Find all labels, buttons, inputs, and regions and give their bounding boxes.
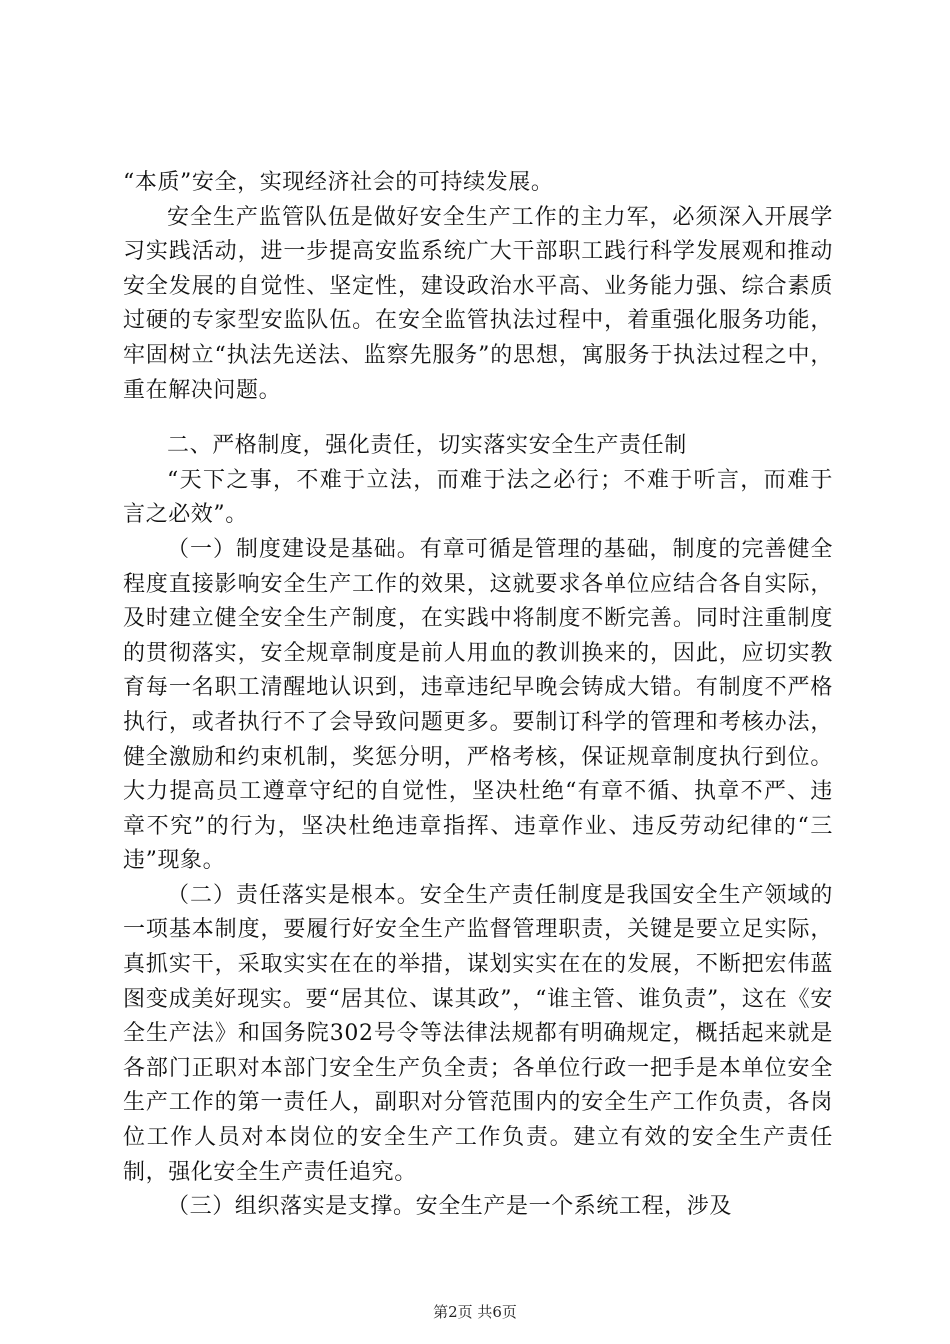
paragraph-system-building: （一）制度建设是基础。有章可循是管理的基础，制度的完善健全程度直接影响安全生产工作的效果，这就要求各单位应结合各自实际，及时建立健全安全生产制度，在实践中将制度不断完善。同时注重制度的贯彻落实，安全规章制度是前人用血的教训换来的，因此，应切实教育每一名职工清醒地认识到，违章违纪早晚会铸成大错。有制度不严格执行，或者执行不了会导致问题更多。要制订科学的管理和考核办法，健全激励和约束机制，奖惩分明，严格考核，保证规章制度执行到位。大力提高员工遵章守纪的自觉性，坚决杜绝“有章不循、执章不严、违章不究”的行为，坚决杜绝违章指挥、违章作业、违反劳动纪律的“三违”现象。	[123, 536, 833, 874]
paragraph-organization: （三）组织落实是支撑。安全生产是一个系统工程，涉及	[167, 1194, 733, 1220]
paragraph-1: “本质”安全，实现经济社会的可持续发展。	[123, 170, 554, 195]
paragraph-2: 安全生产监管队伍是做好安全生产工作的主力军，必须深入开展学习实践活动，进一步提高安监系统广大干部职工践行科学发展观和推动安全发展的自觉性、坚定性，建设政治水平高、业务能力强、综合素质过硬的专家型安监队伍。在安全监管执法过程中，着重强化服务功能，牢固树立“执法先送法、监察先服务”的思想，寓服务于执法过程之中，重在解决问题。	[123, 204, 833, 403]
paragraph-responsibility: （二）责任落实是根本。安全生产责任制度是我国安全生产领域的一项基本制度，要履行好安全生产监督管理职责，关键是要立足实际，真抓实干，采取实实在在的举措，谋划实实在在的发展，不断把宏伟蓝图变成美好现实。要“居其位、谋其政”，“谁主管、谁负责”，这在《安全生产法》和国务院302号令等法律法规都有明确规定，概括起来就是各部门正职对本部门安全生产负全责；各单位行政一把手是本单位安全生产工作的第一责任人，副职对分管范围内的安全生产工作负责，各岗位工作人员对本岗位的安全生产工作负责。建立有效的安全生产责任制，强化安全生产责任追究。	[123, 882, 833, 1185]
page-number-footer: 第2页 共6页	[433, 1303, 517, 1321]
quote-paragraph: “天下之事，不难于立法，而难于法之必行；不难于听言，而难于言之必效”。	[123, 467, 833, 528]
section-heading: 二、严格制度，强化责任，切实落实安全生产责任制	[167, 433, 687, 459]
document-body	[123, 166, 833, 1225]
